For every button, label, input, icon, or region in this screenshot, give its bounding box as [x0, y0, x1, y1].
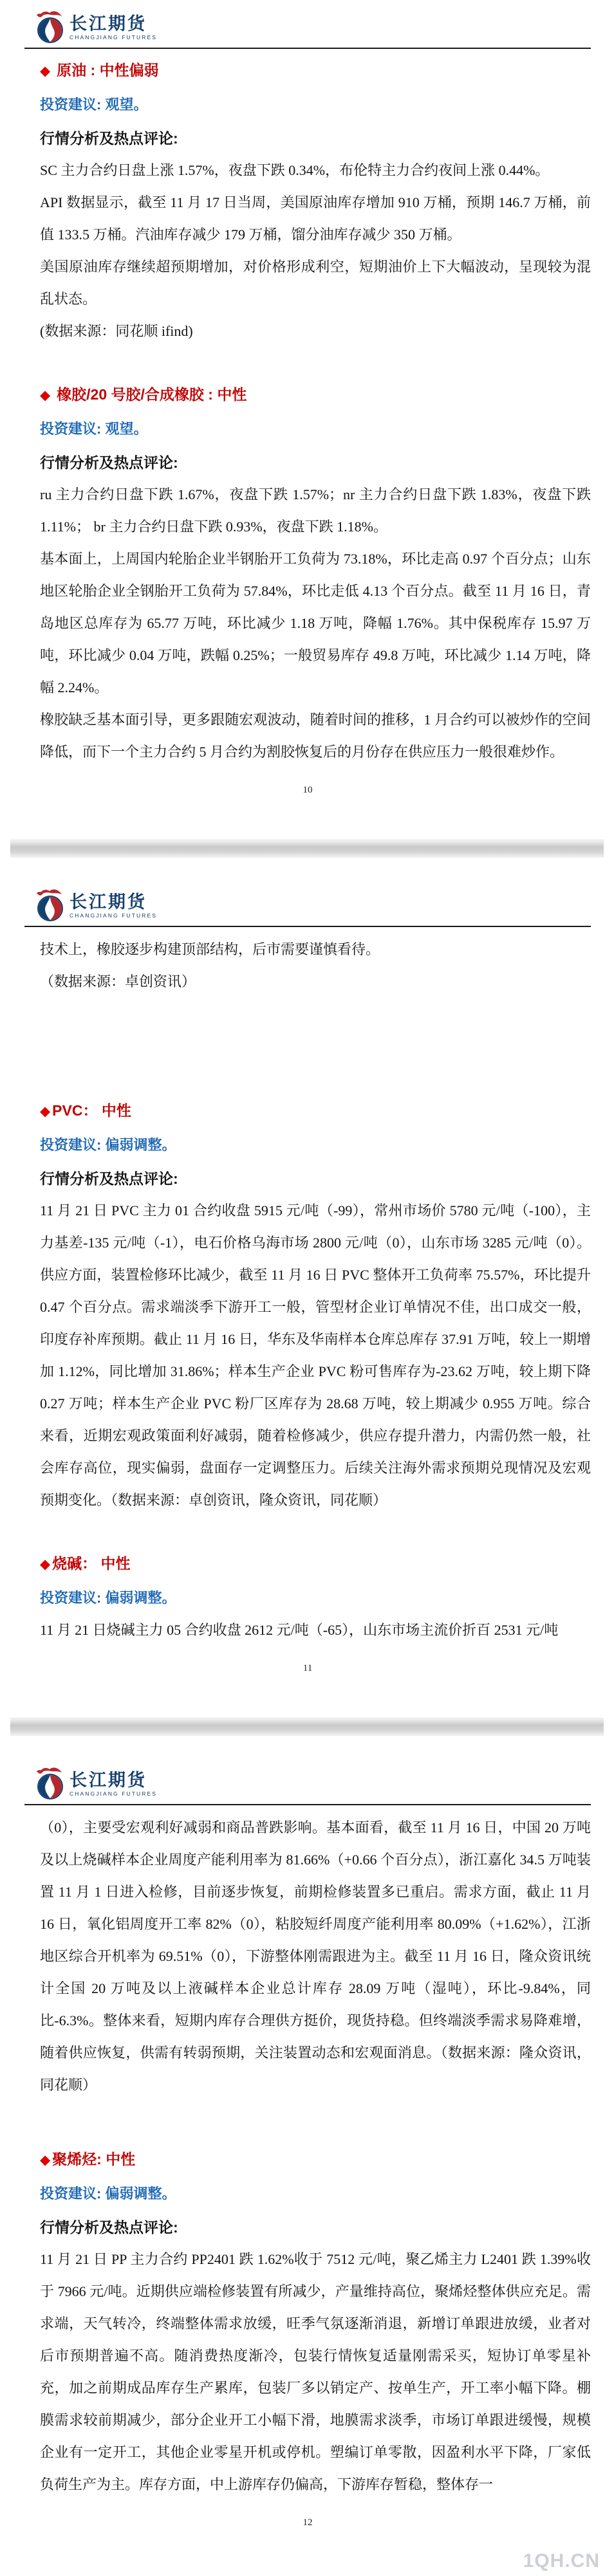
brand-logo — [35, 887, 591, 925]
section-body — [40, 154, 591, 347]
section-title-text: PVC： 中性 — [52, 1102, 131, 1119]
section-title — [40, 1101, 591, 1121]
investment-advice: 投资建议: 观望。 — [40, 421, 148, 437]
brand-name-en: CHANGJIANG FUTURES — [70, 34, 158, 41]
investment-advice: 投资建议: 偏弱调整。 — [40, 1590, 176, 1606]
brand-text — [70, 887, 157, 919]
caustic-soda-continuation — [40, 1812, 591, 2101]
data-source-note: （数据来源：卓创资讯） — [40, 973, 196, 989]
brand-name-cn: 长江期货 — [70, 1771, 147, 1790]
diamond-bullet-icon: ◆ — [40, 388, 51, 403]
report-page-12 — [0, 1736, 614, 2576]
report-page-11 — [0, 858, 614, 1718]
watermark: 1QH.CN — [523, 2550, 600, 2571]
page-number: 10 — [302, 785, 313, 795]
diamond-bullet-icon: ◆ — [40, 1557, 51, 1572]
section-title-text: 聚烯烃: 中性 — [52, 2151, 136, 2167]
header-rule — [24, 48, 591, 49]
section-crude-oil — [24, 60, 591, 347]
analysis-label: 行情分析及热点评论: — [40, 130, 178, 147]
brand-text — [70, 9, 157, 41]
header-rule — [24, 926, 591, 927]
report-page-10 — [0, 0, 614, 840]
page-number: 12 — [302, 2517, 313, 2528]
section-body — [40, 479, 591, 768]
investment-advice: 投资建议: 观望。 — [40, 97, 148, 113]
section-body — [40, 1614, 591, 1646]
investment-advice: 投资建议: 偏弱调整。 — [40, 2185, 176, 2202]
diamond-bullet-icon: ◆ — [40, 2153, 51, 2167]
body-paragraph: 11 月 21 日 PP 主力合约 PP2401 跌 1.62%收于 7512 元/吨，聚乙烯主力 L2401 跌 1.39%收于 7966 元/吨。近期供应端检修装置有所减少，产量维持高位，聚烯烃整体供应充足。需求端，天气转冷，终端整体需求放缓，旺季气氛逐渐消退，新增订单跟进放缓，业者对后市预期普遍不高。随消费热度渐冷，包装行情恢复适量刚需采买，短协订单零星补充，加之前期成品库存生产累库，包装厂多以销定产、按单生产，开工率小幅下降。棚膜需求较前期减少，部分企业开工小幅下滑，地膜需求淡季，市场订单跟进缓慢，规模企业有一定开工，其他企业零星开机或停机。塑编订单零散，因盈利水平下降，厂家低负荷生产为主。库存方面，中上游库存仍偏高，下游库存暂稳，整体存一 — [40, 2251, 591, 2492]
section-title-text: 橡胶/20 号胶/合成橡胶 : 中性 — [57, 386, 247, 403]
brand-logo — [35, 9, 591, 46]
brand-name-en: CHANGJIANG FUTURES — [70, 912, 158, 919]
section-caustic-soda — [24, 1554, 591, 1646]
section-title — [40, 60, 591, 81]
body-paragraph: 11 月 21 日烧碱主力 05 合约收盘 2612 元/吨（-65），山东市场主流价折百 2531 元/吨 — [40, 1622, 559, 1638]
changjiang-futures-logo-icon — [35, 887, 65, 923]
section-pvc — [24, 1101, 591, 1516]
body-paragraph: 基本面上，上周国内轮胎企业半钢胎开工负荷为 73.18%，环比走高 0.97 个百分点；山东地区轮胎企业全钢胎开工负荷为 57.84%，环比走低 4.13 个百分点。截至 11 月 16 日，青岛地区总库存为 65.77 万吨，环比减少 1.18 万吨，降幅 1.76%。其中保税库存 15.97 万吨，环比减少 0.04 万吨，跌幅 0.25%；一般贸易库存 49.8 万吨，环比减少 1.14 万吨，降幅 2.24%。 — [40, 551, 591, 695]
page-number: 11 — [302, 1663, 313, 1673]
body-paragraph: 11 月 21 日 PVC 主力 01 合约收盘 5915 元/吨（-99），常州市场价 5780 元/吨（-100），主力基差-135 元/吨（-1），电石价格乌海市场 2800 元/吨（0），山东市场 3285 元/吨（0）。供应方面，装置检修环比减少，截至 11 月 16 日 PVC 整体开工负荷率 75.57%，环比提升 0.47 个百分点。需求端淡季下游开工一般，管型材企业订单情况不佳，出口成交一般，印度存补库预期。截止 11 月 16 日，华东及华南样本仓库总库存 37.91 万吨，较上一期增加 1.12%，同比增加 31.86%；样本生产企业 PVC 粉可售库存为-23.62 万吨，较上期下降 0.27 万吨；样本生产企业 PVC 粉厂区库存为 28.68 万吨，较上期减少 0.955 万吨。综合来看，近期宏观政策面利好减弱，随着检修减少，供应存提升潜力，内需仍然一般，社会库存高位，现实偏弱，盘面存一定调整压力。后续关注海外需求预期兑现情况及宏观预期变化。（数据来源：卓创资讯，隆众资讯，同花顺） — [40, 1202, 591, 1508]
rubber-continuation — [40, 934, 591, 998]
brand-logo — [35, 1765, 591, 1803]
section-title-text: 原油 : 中性偏弱 — [57, 62, 159, 78]
changjiang-futures-logo-icon — [35, 9, 65, 45]
body-paragraph: （0），主要受宏观利好减弱和商品普跌影响。基本面看，截至 11 月 16 日，中国 20 万吨及以上烧碱样本企业周度产能利用率为 81.66%（+0.66 个百分点），浙江嘉化 34.5 万吨装置 11 月 1 日进入检修，目前逐步恢复，前期检修装置多已重启。需求方面，截止 11 月 16 日，氧化铝周度开工率 82%（0），粘胶短纤周度产能利用率 80.09%（+1.62%），江浙地区综合开机率为 69.51%（0），下游整体刚需跟进为主。截至 11 月 16 日，隆众资讯统计全国 20 万吨及以上液碱样本企业总计库存 28.09 万吨（湿吨），环比-9.84%，同比-6.3%。整体来看，短期内库存合理供方挺价，现货持稳。但终端淡季需求易降难增，随着供应恢复，供需有转弱预期，关注装置动态和宏观面消息。（数据来源：隆众资讯，同花顺） — [40, 1819, 591, 2093]
data-source-note: (数据来源：同花顺 ifind) — [40, 323, 193, 339]
diamond-bullet-icon: ◆ — [40, 1104, 51, 1119]
section-title — [40, 1554, 591, 1574]
brand-text — [70, 1765, 157, 1797]
brand-name-cn: 长江期货 — [70, 892, 147, 912]
page-gap — [10, 840, 604, 858]
body-paragraph: API 数据显示，截至 11 月 17 日当周，美国原油库存增加 910 万桶，预期 146.7 万桶，前值 133.5 万桶。汽油库存减少 179 万桶，馏分油库存减少 350 万桶。 — [40, 194, 591, 243]
brand-name-en: CHANGJIANG FUTURES — [70, 1790, 158, 1797]
diamond-bullet-icon: ◆ — [40, 64, 51, 78]
section-title-text: 烧碱： 中性 — [52, 1555, 131, 1572]
section-body — [40, 2243, 591, 2501]
section-body — [40, 1195, 591, 1516]
analysis-label: 行情分析及热点评论: — [40, 454, 178, 471]
header-rule — [24, 1804, 591, 1805]
body-paragraph: 美国原油库存继续超预期增加，对价格形成利空，短期油价上下大幅波动，呈现较为混乱状态。 — [40, 259, 591, 307]
changjiang-futures-logo-icon — [35, 1765, 65, 1801]
section-polyolefin — [24, 2149, 591, 2501]
body-paragraph: ru 主力合约日盘下跌 1.67%，夜盘下跌 1.57%；nr 主力合约日盘下跌 1.83%，夜盘下跌 1.11%； br 主力合约日盘下跌 0.93%，夜盘下跌 1.18%。 — [40, 486, 591, 535]
section-title — [40, 385, 591, 405]
section-rubber — [24, 385, 591, 768]
brand-name-cn: 长江期货 — [70, 14, 147, 33]
page-gap — [10, 1718, 604, 1736]
investment-advice: 投资建议: 偏弱调整。 — [40, 1137, 176, 1153]
body-paragraph: SC 主力合约日盘上涨 1.57%，夜盘下跌 0.34%，布伦特主力合约夜间上涨 0.44%。 — [40, 162, 550, 178]
section-title — [40, 2149, 591, 2170]
body-paragraph: 技术上，橡胶逐步构建顶部结构，后市需要谨慎看待。 — [40, 941, 380, 957]
body-paragraph: 橡胶缺乏基本面引导，更多跟随宏观波动，随着时间的推移，1 月合约可以被炒作的空间降低，而下一个主力合约 5 月合约为割胶恢复后的月份存在供应压力一般很难炒作。 — [40, 712, 591, 760]
analysis-label: 行情分析及热点评论: — [40, 1170, 178, 1187]
analysis-label: 行情分析及热点评论: — [40, 2219, 178, 2236]
